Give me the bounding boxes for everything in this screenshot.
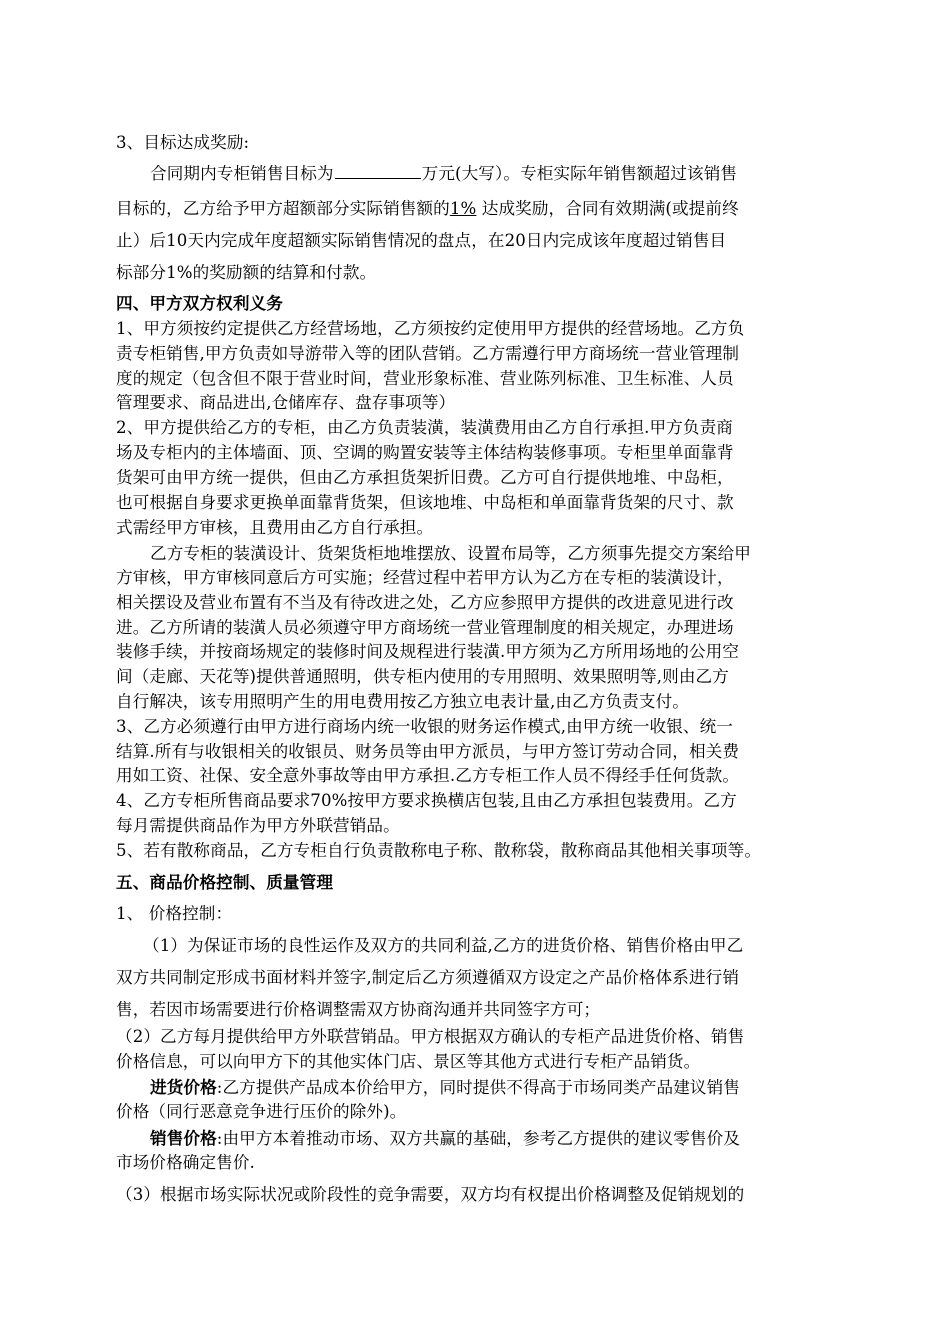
paragraph-line: 自行解决，该专用照明产生的用电费用按乙方独立电表计量,由乙方负责支付。 (116, 692, 689, 711)
paragraph-line: 4、乙方专柜所售商品要求70%按甲方要求换横店包装,且由乙方承担包装费用。乙方 (116, 791, 737, 810)
paragraph-line: 用如工资、社保、安全意外事故等由甲方承担.乙方专柜工作人员不得经手任何货款。 (116, 766, 740, 785)
reward-percent: 1% (449, 199, 477, 218)
section-heading-rights: 四、甲方双方权利义务 (116, 293, 283, 313)
paragraph-line: 进。乙方所请的装潢人员必须遵守甲方商场统一营业管理制度的相关规定，办理进场 (116, 618, 734, 637)
target-reward-heading: 3、目标达成奖励: (116, 133, 250, 152)
target-reward-line: 标部分1%的奖励额的结算和付款。 (116, 263, 377, 282)
paragraph-line: 5、若有散称商品，乙方专柜自行负责散称电子称、散称袋，散称商品其他相关事项等。 (116, 841, 762, 860)
target-reward-line: 合同期内专柜销售目标为 万元(大写）。专柜实际年销售额超过该销售 (150, 164, 738, 183)
paragraph-line: （1）为保证市场的良性运作及双方的共同利益,乙方的进货价格、销售价格由甲乙 (143, 936, 744, 955)
paragraph-line: 价格（同行恶意竞争进行压价的除外)。 (116, 1102, 407, 1121)
paragraph-line: 乙方专柜的装潢设计、货架货柜地堆摆放、设置布局等，乙方须事先提交方案给甲 (150, 544, 751, 563)
section-heading-pricing: 五、商品价格控制、质量管理 (116, 872, 334, 892)
amount-blank[interactable] (335, 162, 421, 179)
paragraph-line: 双方共同制定形成书面材料并签字,制定后乙方须遵循双方设定之产品价格体系进行销 (116, 968, 740, 987)
paragraph-line: 结算.所有与收银相关的收银员、财务员等由甲方派员，与甲方签订劳动合同，相关费 (116, 742, 740, 761)
paragraph-line: 1、甲方须按约定提供乙方经营场地，乙方须按约定使用甲方提供的经营场地。乙方负 (116, 319, 745, 338)
paragraph-line: 售，若因市场需要进行价格调整需双方协商沟通并共同签字方可； (116, 1000, 601, 1019)
target-reward-line: 目标的，乙方给予甲方超额部分实际销售额的1% 达成奖励，合同有效期满(或提前终 (116, 199, 739, 218)
subsection-heading: 1、 价格控制： (116, 904, 233, 923)
target-reward-line: 止）后10天内完成年度超额实际销售情况的盘点，在20日内完成该年度超过销售目 (116, 231, 727, 250)
purchase-price-label: 进货价格 (150, 1077, 217, 1097)
paragraph-line: 装修手续，并按商场规定的装修时间及规程进行装潢.甲方须为乙方所用场地的公用空 (116, 642, 740, 661)
paragraph-line: （2）乙方每月提供给甲方外联营销品。甲方根据双方确认的专柜产品进货价格、销售 (116, 1027, 745, 1046)
paragraph-line: 场及专柜内的主体墙面、顶、空调的购置安装等主体结构装修事项。专柜里单面靠背 (116, 443, 734, 462)
paragraph-line: 间（走廊、天花等)提供普通照明，供专柜内使用的专用照明、效果照明等,则由乙方 (116, 667, 729, 686)
purchase-price-line: 进货价格:乙方提供产品成本价给甲方，同时提供不得高于市场同类产品建议销售 (150, 1077, 740, 1097)
paragraph-line: 相关摆设及营业布置有不当及有待改进之处，乙方应参照甲方提供的改进意见进行改 (116, 593, 734, 612)
paragraph-line: （3）根据市场实际状况或阶段性的竞争需要，双方均有权提出价格调整及促销规划的 (116, 1185, 745, 1204)
paragraph-line: 价格信息，可以向甲方下的其他实体门店、景区等其他方式进行专柜产品销货。 (116, 1052, 701, 1071)
paragraph-line: 也可根据自身要求更换单面靠背货架，但该地堆、中岛柜和单面靠背货架的尺寸、款 (116, 493, 734, 512)
paragraph-line: 2、甲方提供给乙方的专柜，由乙方负责装潢，装潢费用由乙方自行承担.甲方负责商 (116, 418, 734, 437)
sales-price-label: 销售价格 (150, 1128, 217, 1148)
paragraph-line: 责专柜销售,甲方负责如导游带入等的团队营销。乙方需遵行甲方商场统一营业管理制 (116, 344, 740, 363)
paragraph-line: 每月需提供商品作为甲方外联营销品。 (116, 816, 400, 835)
paragraph-line: 3、乙方必须遵行由甲方进行商场内统一收银的财务运作模式,由甲方统一收银、统一 (116, 717, 734, 736)
paragraph-line: 管理要求、商品进出,仓储库存、盘存事项等） (116, 393, 456, 412)
sales-price-line: 销售价格:由甲方本着推动市场、双方共赢的基础，参考乙方提供的建议零售价及 (150, 1128, 740, 1148)
paragraph-line: 货架可由甲方统一提供，但由乙方承担货架折旧费。乙方可自行提供地堆、中岛柜， (116, 468, 734, 487)
paragraph-line: 方审核，甲方审核同意后方可实施；经营过程中若甲方认为乙方在专柜的装潢设计， (116, 568, 734, 587)
paragraph-line: 市场价格确定售价. (116, 1153, 255, 1172)
paragraph-line: 式需经甲方审核，且费用由乙方自行承担。 (116, 518, 434, 537)
paragraph-line: 度的规定（包含但不限于营业时间，营业形象标准、营业陈列标准、卫生标准、人员 (116, 369, 734, 388)
